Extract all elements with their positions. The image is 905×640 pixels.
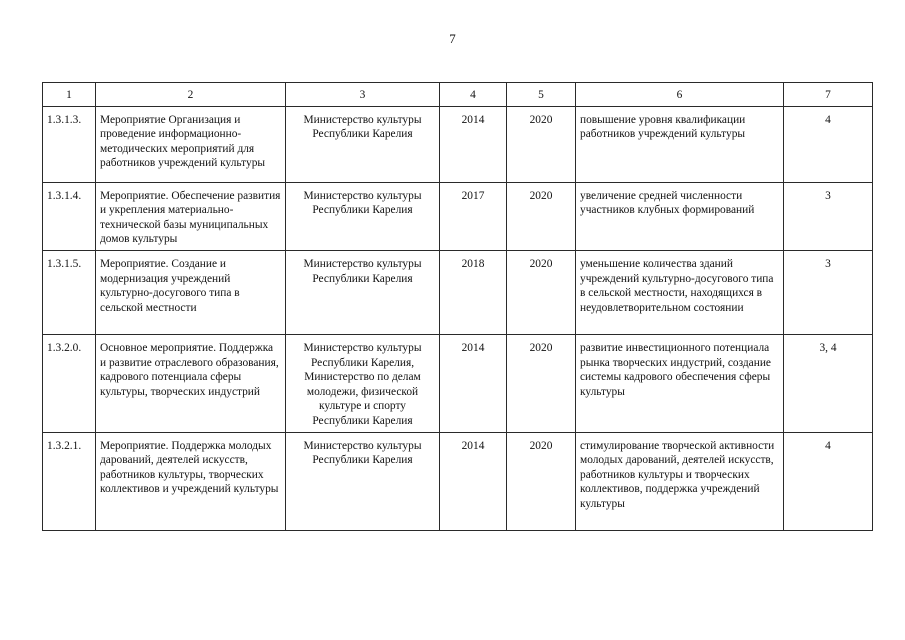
header-col-6: 6 — [576, 83, 784, 107]
row-code: 1.3.2.1. — [43, 432, 96, 530]
row-code: 1.3.2.0. — [43, 334, 96, 432]
header-col-7: 7 — [784, 83, 873, 107]
table-row — [43, 182, 873, 250]
row-result: уменьшение количества зданий учреждений культурно-досугового типа в сельской местности, находящихся в неудовлетворительном состоянии — [576, 250, 784, 334]
header-col-1: 1 — [43, 83, 96, 107]
row-indicator: 4 — [784, 106, 873, 182]
row-start-year: 2014 — [440, 432, 507, 530]
header-col-3: 3 — [286, 83, 440, 107]
row-indicator: 3, 4 — [784, 334, 873, 432]
row-end-year: 2020 — [507, 432, 576, 530]
row-start-year: 2014 — [440, 106, 507, 182]
row-event: Основное мероприятие. Поддержка и развитие отраслевого образования, кадрового потенциала сферы культуры, творческих индустрий — [96, 334, 286, 432]
row-indicator: 4 — [784, 432, 873, 530]
row-result: развитие инвестиционного потенциала рынка творческих индустрий, создание системы кадрового обеспечения сферы культуры — [576, 334, 784, 432]
row-code: 1.3.1.3. — [43, 106, 96, 182]
header-col-5: 5 — [507, 83, 576, 107]
row-end-year: 2020 — [507, 182, 576, 250]
row-code: 1.3.1.4. — [43, 182, 96, 250]
row-executor: Министерство культуры Республики Карелия — [286, 432, 440, 530]
row-start-year: 2014 — [440, 334, 507, 432]
row-executor: Министерство культуры Республики Карелия — [286, 182, 440, 250]
program-events-table — [42, 82, 873, 531]
row-end-year: 2020 — [507, 334, 576, 432]
row-executor: Министерство культуры Республики Карелия — [286, 106, 440, 182]
row-event: Мероприятие. Поддержка молодых дарований, деятелей искусств, работников культуры, творческих коллективов и учреждений культуры — [96, 432, 286, 530]
table-row — [43, 250, 873, 334]
table-row — [43, 334, 873, 432]
row-indicator: 3 — [784, 182, 873, 250]
row-event: Мероприятие. Создание и модернизация учреждений культурно-досугового типа в сельской местности — [96, 250, 286, 334]
row-executor: Министерство культуры Республики Карелия — [286, 250, 440, 334]
table-row — [43, 106, 873, 182]
header-col-2: 2 — [96, 83, 286, 107]
row-event: Мероприятие. Обеспечение развития и укрепления материально-технической базы муниципальных домов культуры — [96, 182, 286, 250]
row-result: увеличение средней численности участников клубных формирований — [576, 182, 784, 250]
row-end-year: 2020 — [507, 250, 576, 334]
row-event: Мероприятие Организация и проведение информационно-методических мероприятий для работников учреждений культуры — [96, 106, 286, 182]
row-executor: Министерство культуры Республики Карелия, Министерство по делам молодежи, физической культуре и спорту Республики Карелия — [286, 334, 440, 432]
row-start-year: 2017 — [440, 182, 507, 250]
row-result: повышение уровня квалификации работников учреждений культуры — [576, 106, 784, 182]
row-result: стимулирование творческой активности молодых дарований, деятелей искусств, работников культуры и творческих коллективов, поддержка учреждений культуры — [576, 432, 784, 530]
row-end-year: 2020 — [507, 106, 576, 182]
row-code: 1.3.1.5. — [43, 250, 96, 334]
table-row — [43, 432, 873, 530]
row-indicator: 3 — [784, 250, 873, 334]
header-row — [43, 83, 873, 107]
header-col-4: 4 — [440, 83, 507, 107]
page-number: 7 — [449, 31, 456, 46]
row-start-year: 2018 — [440, 250, 507, 334]
